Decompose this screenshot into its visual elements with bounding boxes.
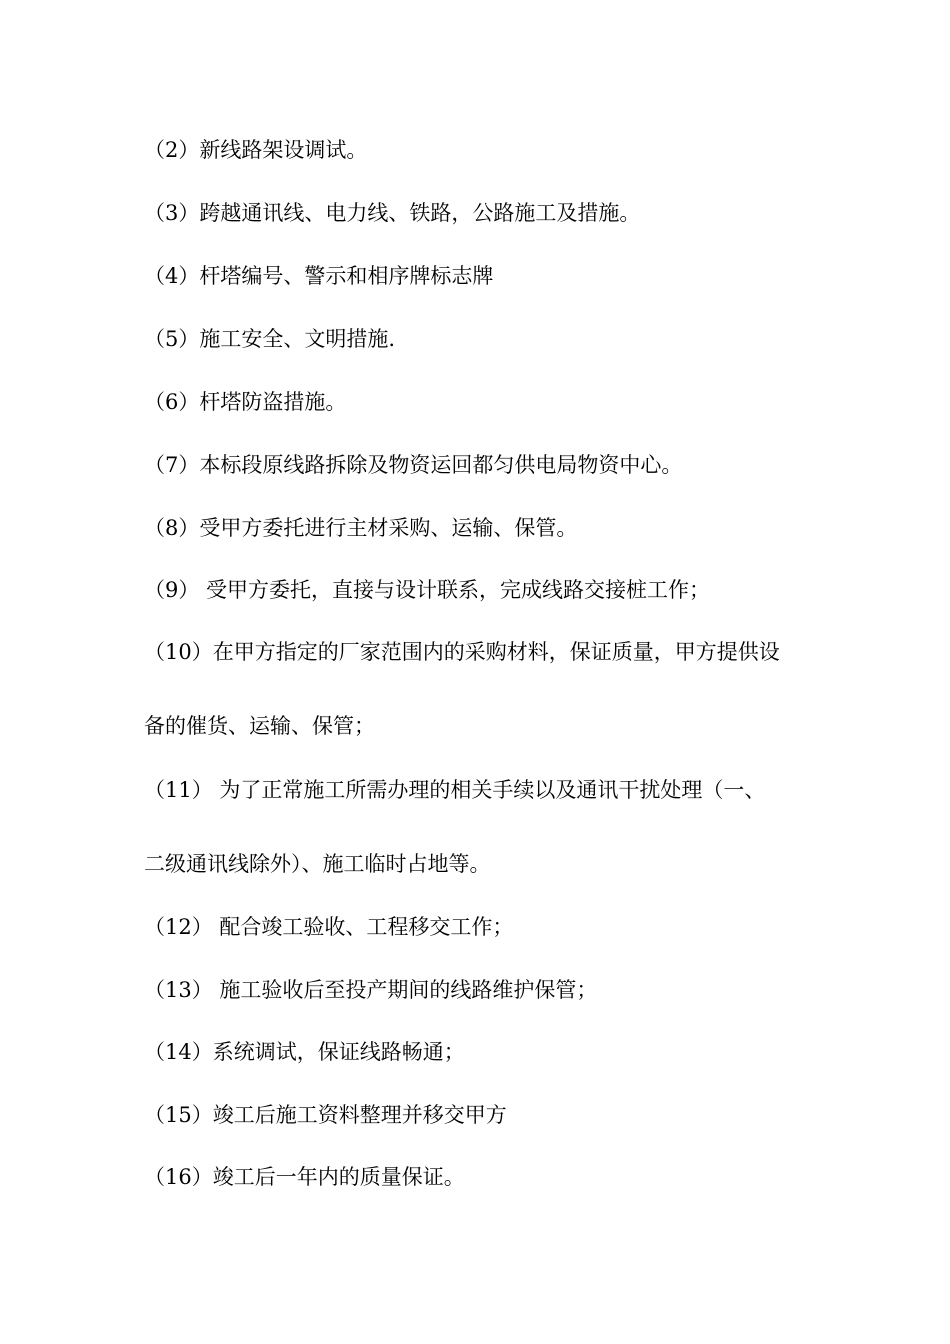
item-12-text: （12） 配合竣工验收、工程移交工作； [144,915,514,939]
item-16-text: （16）竣工后一年内的质量保证。 [144,1165,465,1189]
item-6-text: （6）杆塔防盗措施。 [144,390,347,414]
item-3-text: （3）跨越通讯线、电力线、铁路，公路施工及措施。 [144,201,641,225]
item-13-text: （13） 施工验收后至投产期间的线路维护保管； [144,978,598,1002]
item-2-text: （2）新线路架设调试。 [144,138,368,162]
item-15-text: （15）竣工后施工资料整理并移交甲方 [144,1103,507,1127]
item-4-text: （4）杆塔编号、警示和相序牌标志牌 [144,264,494,288]
item-5-text: （5）施工安全、文明措施. [144,327,396,351]
item-10-continuation: 备的催货、运输、保管； [144,714,375,738]
item-7-text: （7）本标段原线路拆除及物资运回都匀供电局物资中心。 [144,453,683,477]
item-9-text: （9） 受甲方委托，直接与设计联系，完成线路交接桩工作； [144,578,711,602]
item-10-text: （10）在甲方指定的厂家范围内的采购材料，保证质量，甲方提供设 [144,640,780,664]
item-11-continuation: 二级通讯线除外）、施工临时占地等。 [144,852,491,876]
item-8-text: （8）受甲方委托进行主材采购、运输、保管。 [144,516,578,540]
item-11-text: （11） 为了正常施工所需办理的相关手续以及通讯干扰处理（一、 [144,778,766,802]
item-14-text: （14）系统调试，保证线路畅通； [144,1040,465,1064]
